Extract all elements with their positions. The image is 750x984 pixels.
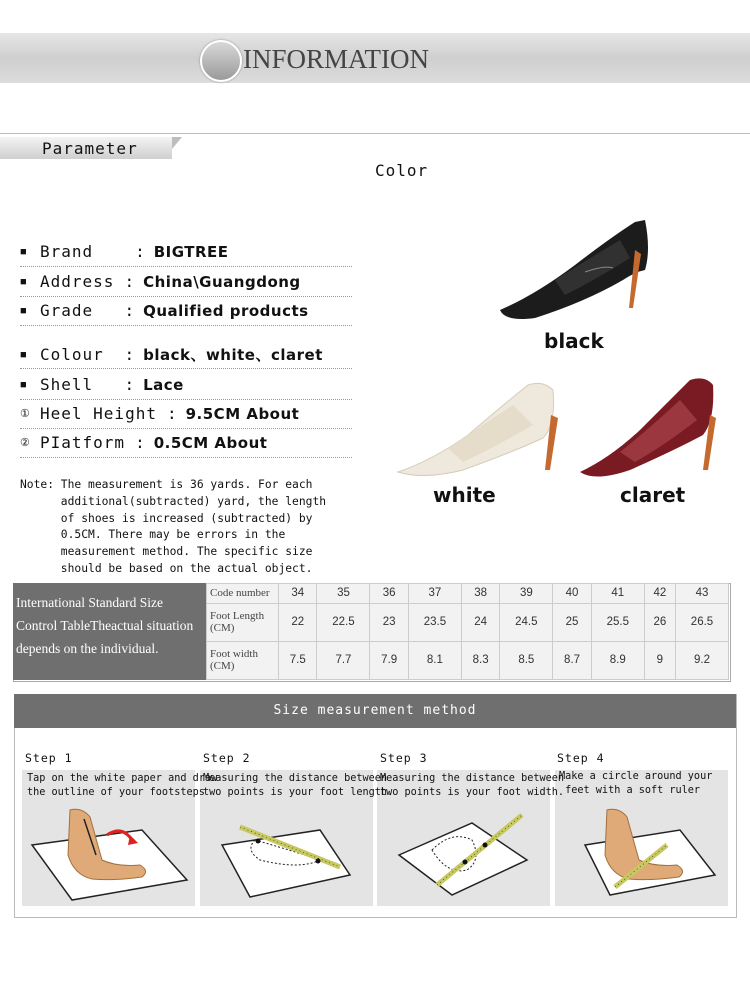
table-cell: 7.5	[279, 641, 317, 679]
bullet-icon: ■	[20, 349, 27, 361]
step-3-illustration	[377, 805, 550, 905]
table-cell: 9.2	[675, 641, 728, 679]
white-label: white	[433, 483, 496, 507]
bullet-icon: ■	[20, 246, 27, 258]
claret-shoe-image	[575, 370, 720, 480]
table-cell: 34	[279, 584, 317, 604]
table-cell: 41	[591, 584, 644, 604]
size-note: Note: The measurement is 36 yards. For each additional(subtracted) yard, the length of shoes is increased (subtracted) by 0.5CM. There may be errors in the measurement method. The specific size should be based on the actual object.	[20, 478, 327, 575]
table-cell: 25.5	[591, 603, 644, 641]
step-1-label: Step 1	[25, 751, 73, 765]
divider	[0, 133, 750, 134]
table-cell: 8.1	[408, 641, 461, 679]
step-2-label: Step 2	[203, 751, 251, 765]
parameter-name: Heel Height	[40, 404, 157, 423]
table-cell: 24.5	[500, 603, 553, 641]
table-cell: 22.5	[317, 603, 370, 641]
parameter-row	[20, 433, 352, 458]
bullet-icon: ■	[20, 305, 27, 317]
white-shoe-image	[393, 370, 568, 480]
parameter-name: Grade	[40, 301, 115, 320]
parameter-separator: :	[166, 404, 178, 423]
parameter-value: 9.5CM About	[185, 405, 300, 423]
bullet-icon: ②	[20, 437, 30, 449]
claret-label: claret	[620, 483, 686, 507]
table-cell: 8.9	[591, 641, 644, 679]
table-cell: 9	[644, 641, 675, 679]
parameter-separator: :	[124, 375, 136, 394]
table-cell: 26.5	[675, 603, 728, 641]
table-cell: 39	[500, 584, 553, 604]
table-cell: 7.9	[370, 641, 408, 679]
parameter-row	[20, 344, 352, 369]
table-cell: 43	[675, 584, 728, 604]
table-cell: 23.5	[408, 603, 461, 641]
parameter-row	[20, 301, 352, 326]
parameter-separator: :	[124, 345, 136, 364]
parameter-name: Shell	[40, 375, 115, 394]
table-cell: 35	[317, 584, 370, 604]
parameter-separator: :	[135, 242, 146, 261]
step-4-text: Make a circle around your feet with a soft ruler	[559, 771, 713, 796]
table-cell: 22	[279, 603, 317, 641]
row-header: Foot Length (CM)	[207, 603, 279, 641]
row-header: Foot width (CM)	[207, 641, 279, 679]
parameter-value: BIGTREE	[153, 243, 229, 261]
black-shoe-image	[495, 210, 655, 320]
row-header: Code number	[207, 584, 279, 604]
color-label: Color	[375, 161, 429, 180]
size-table	[206, 583, 729, 680]
table-cell: 24	[461, 603, 499, 641]
step-1-text: Tap on the white paper and draw the outline of your footsteps	[27, 773, 218, 798]
parameter-value: Qualified products	[143, 302, 309, 320]
bullet-icon: ■	[20, 379, 27, 391]
parameter-row	[20, 375, 352, 400]
parameter-name: PIatform	[40, 433, 126, 452]
parameter-separator: :	[124, 301, 136, 320]
step-3-label: Step 3	[380, 751, 428, 765]
table-cell: 40	[553, 584, 591, 604]
parameter-value: black、white、claret	[143, 346, 323, 364]
step-4-label: Step 4	[557, 751, 605, 765]
table-cell: 26	[644, 603, 675, 641]
step-1-illustration	[22, 805, 195, 905]
table-cell: 7.7	[317, 641, 370, 679]
table-cell: 36	[370, 584, 408, 604]
table-cell: 8.7	[553, 641, 591, 679]
table-cell: 8.3	[461, 641, 499, 679]
parameter-name: Colour	[40, 345, 115, 364]
parameter-row	[20, 242, 352, 267]
step-4-illustration	[555, 805, 728, 905]
header-circle-icon	[200, 40, 242, 82]
black-label: black	[544, 329, 604, 353]
step-2-illustration	[200, 805, 373, 905]
table-cell: 37	[408, 584, 461, 604]
bullet-icon: ①	[20, 408, 30, 420]
parameter-separator: :	[135, 433, 146, 452]
table-cell: 25	[553, 603, 591, 641]
table-row	[207, 584, 729, 604]
parameter-value: 0.5CM About	[153, 434, 268, 452]
parameter-label: Parameter	[42, 139, 138, 158]
size-table-caption: International Standard Size Control TableTheactual situation depends on the individual.	[13, 583, 206, 680]
table-cell: 23	[370, 603, 408, 641]
step-2-text: Measuring the distance between two points is your foot length.	[203, 773, 394, 798]
table-row	[207, 603, 729, 641]
table-cell: 42	[644, 584, 675, 604]
bullet-icon: ■	[20, 276, 27, 288]
parameter-name: Address	[40, 272, 115, 291]
step-3-text: Measuring the distance between two points is your foot width.	[380, 773, 565, 798]
parameter-row	[20, 404, 352, 429]
table-cell: 38	[461, 584, 499, 604]
measurement-title: Size measurement method	[14, 694, 736, 728]
table-cell: 8.5	[500, 641, 553, 679]
parameter-value: Lace	[143, 376, 184, 394]
page-title: INFORMATION	[243, 44, 430, 74]
parameter-value: China\Guangdong	[143, 273, 301, 291]
parameter-name: Brand	[40, 242, 126, 261]
parameter-tab-notch	[172, 137, 182, 149]
parameter-row	[20, 272, 352, 297]
table-row	[207, 641, 729, 679]
parameter-separator: :	[124, 272, 136, 291]
